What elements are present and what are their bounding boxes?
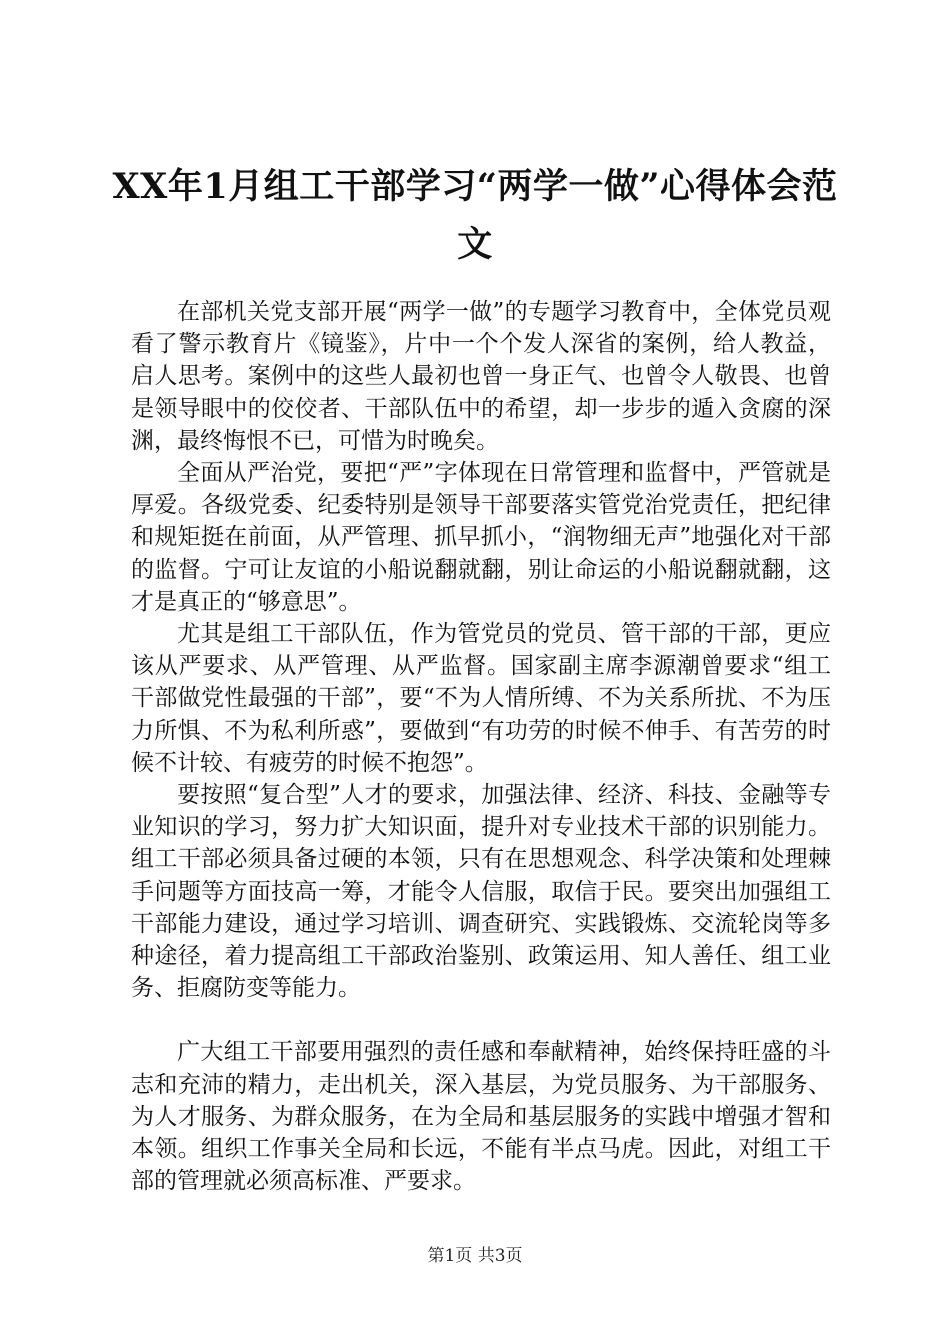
paragraph-2: 全面从严治党，要把“严”字体现在日常管理和监督中，严管就是厚爱。各级党委、纪委特别是领导干部要落实管党治党责任，把纪律和规矩挺在前面，从严管理、抓早抓小，“润物细无声”地强化对干部的监督。宁可让友谊的小船说翻就翻，别让命运的小船说翻就翻，这才是真正的“够意思”。 xyxy=(131,460,831,615)
paragraph-4: 要按照“复合型”人才的要求，加强法律、经济、科技、金融等专业知识的学习，努力扩大知识面，提升对专业技术干部的识别能力。组工干部必须具备过硬的本领，只有在思想观念、科学决策和处理棘手问题等方面技高一筹，才能令人信服，取信于民。要突出加强组工干部能力建设，通过学习培训、调查研究、实践锻炼、交流轮岗等多种途径，着力提高组工干部政治鉴别、政策运用、知人善任、组工业务、拒腐防变等能力。 xyxy=(131,782,831,1002)
document-body xyxy=(131,296,831,1197)
paragraph-5: 广大组工干部要用强烈的责任感和奉献精神，始终保持旺盛的斗志和充沛的精力，走出机关，深入基层，为党员服务、为干部服务、为人才服务、为群众服务，在为全局和基层服务的实践中增强才智和本领。组织工作事关全局和长远，不能有半点马虎。因此，对组工干部的管理就必须高标准、严要求。 xyxy=(131,1039,831,1195)
document-title: XX年1月组工干部学习“两学一做”心得体会范文 xyxy=(112,166,838,265)
paragraph-1: 在部机关党支部开展“两学一做”的专题学习教育中，全体党员观看了警示教育片《镜鉴》，片中一个个发人深省的案例，给人教益，启人思考。案例中的这些人最初也曾一身正气、也曾令人敬畏、也曾是领导眼中的佼佼者、干部队伍中的希望，却一步步的遁入贪腐的深渊，最终悔恨不已，可惜为时晚矣。 xyxy=(131,299,831,454)
paragraph-3: 尤其是组工干部队伍，作为管党员的党员、管干部的干部，更应该从严要求、从严管理、从严监督。国家副主席李源潮曾要求“组工干部做党性最强的干部”，要“不为人情所缚、不为关系所扰、不为压力所惧、不为私利所惑”，要做到“有功劳的时候不伸手、有苦劳的时候不计较、有疲劳的时候不抱怨”。 xyxy=(131,621,831,776)
page-footer: 第1页 共3页 xyxy=(427,1246,523,1266)
